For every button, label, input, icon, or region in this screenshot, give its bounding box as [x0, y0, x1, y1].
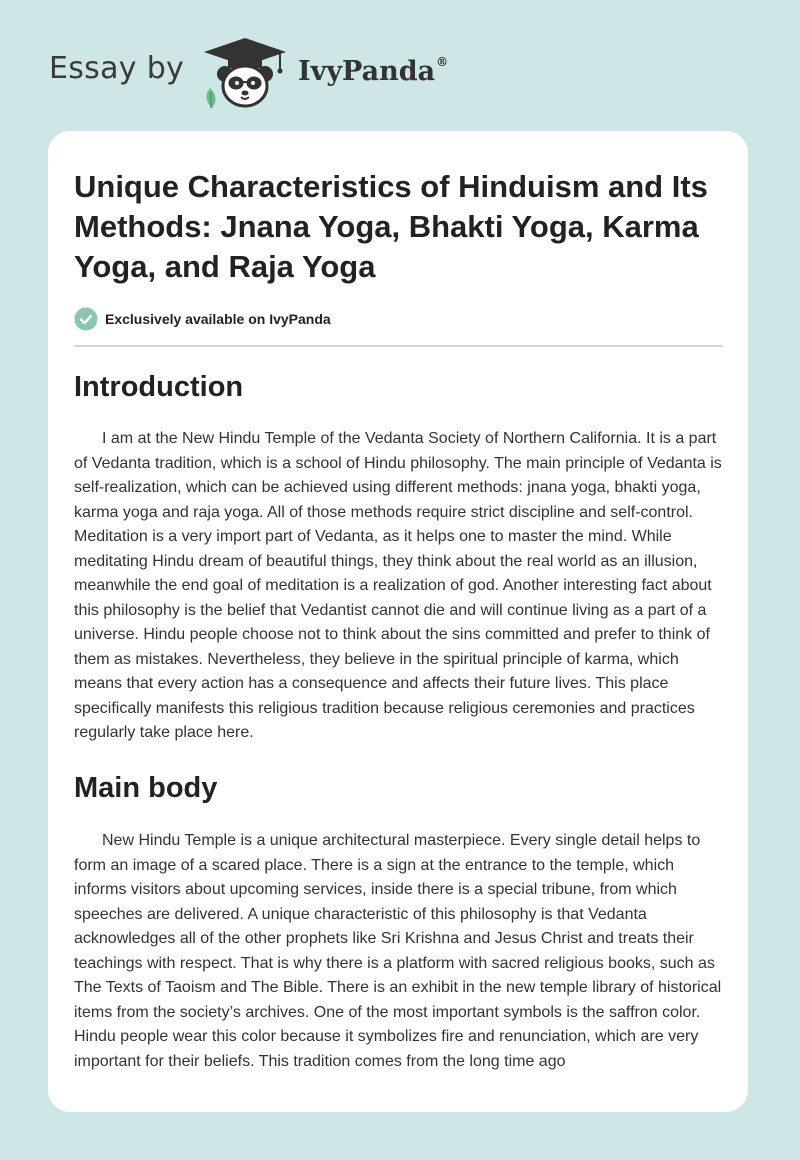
- section-heading-introduction: Introduction: [74, 371, 244, 403]
- section-paragraph-introduction: I am at the New Hindu Temple of the Vedanta Society of Northern California. It is a part of Vedanta tradition, which is a school of Hindu philosophy. The main principle of Vedanta is self-realization, which can be achieved using different methods: jnana yoga, bhakti yoga, karma yoga and raja yoga. All of those methods require strict discipline and self-control. Meditation is a very import part of Vedanta, as it helps one to master the mind. While meditating Hindu dream of beautiful things, they think about the real world as an illusion, meanwhile the end goal of meditation is a realization of god. Another interesting fact about this philosophy is the belief that Vedantist cannot die and will continue living as a part of a universe. Hindu people choose not to think about the sins committed and prefer to think of them as mistakes. Nevertheless, they believe in the spiritual principle of karma, which means that every action has a consequence and affects their future lives. This place specifically manifests this religious tradition because religious ceremonies and practices regularly take place here.: [74, 430, 722, 741]
- brand-name[interactable]: [298, 56, 448, 87]
- registered-mark: ®: [436, 55, 449, 69]
- section-heading-main-body: Main body: [74, 772, 218, 804]
- title-divider: [74, 345, 723, 347]
- page-title: Unique Characteristics of Hinduism and Its Methods: Jnana Yoga, Bhakti Yoga, Karma Yoga, and Raja Yoga: [74, 169, 708, 284]
- site-header: [0, 0, 800, 130]
- exclusive-badge: [74, 307, 331, 331]
- check-circle-icon: [74, 307, 98, 331]
- section-paragraph-main-body: New Hindu Temple is a unique architectural masterpiece. Every single detail helps to form an image of a scared place. There is a sign at the entrance to the temple, which informs visitors about upcoming services, inside there is a special tribune, from which speeches are delivered. A unique characteristic of this philosophy is that Vedanta acknowledges all of the other prophets like Sri Krishna and Jesus Christ and treats their teachings with respect. That is why there is a platform with sacred religious books, such as The Texts of Taoism and The Bible. There is an exhibit in the new temple library of historical items from the society’s archives. One of the most important symbols is the saffron color. Hindu people wear this color because it symbolizes fire and renunciation, which are very important for their beliefs. This tradition comes from the long time ago: [74, 832, 722, 1070]
- essay-by-label: Essay by: [49, 51, 185, 86]
- panda-graduate-icon[interactable]: [200, 36, 290, 110]
- brand-label: IvyPanda: [298, 56, 436, 87]
- exclusive-badge-text: Exclusively available on IvyPanda: [105, 311, 331, 327]
- essay-card: [48, 131, 748, 1112]
